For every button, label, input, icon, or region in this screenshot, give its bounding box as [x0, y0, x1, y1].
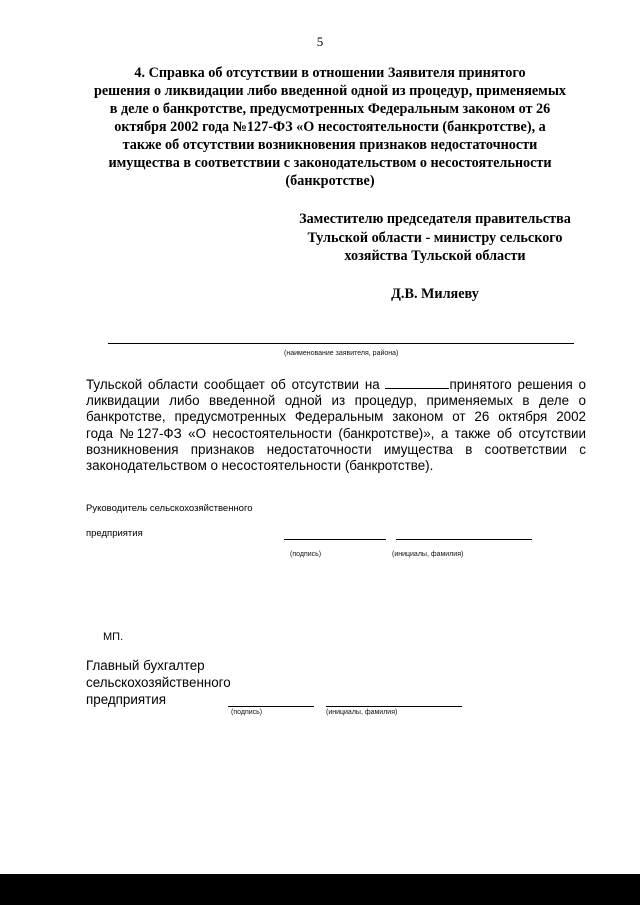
addressee-block	[270, 210, 600, 266]
addressee-name: Д.В. Миляеву	[391, 286, 479, 302]
body-paragraph	[86, 377, 586, 474]
scan-bottom-edge	[0, 874, 640, 905]
title-line: имущества в соответствии с законодательством о несостоятельности	[108, 155, 552, 171]
title-line: в деле о банкротстве, предусмотренных Федеральным законом от 26	[109, 101, 551, 117]
accountant-name-caption: (инициалы, фамилия)	[326, 709, 398, 716]
head-signature-caption: (подпись)	[290, 551, 322, 558]
accountant-name-line	[326, 706, 462, 707]
head-label-line1: Руководитель сельскохозяйственного	[86, 503, 253, 514]
body-line	[86, 377, 586, 393]
addressee-line: Тульской области - министру сельского	[307, 229, 563, 246]
body-line1-start: Тульской области сообщает об отсутствии на	[86, 377, 380, 392]
addressee-line: хозяйства Тульской области	[344, 248, 526, 264]
body-line: ликвидации либо введенной одной из процедур, применяемых в деле о	[86, 393, 586, 409]
document-title	[70, 64, 590, 190]
accountant-label-line: предприятия	[86, 692, 166, 707]
title-line: также об отсутствии возникновения признаков недостаточности	[122, 137, 538, 153]
title-line: (банкротстве)	[285, 173, 375, 189]
title-line: 4. Справка об отсутствии в отношении Заявителя принятого	[134, 65, 526, 81]
body-line: возникновения признаков недостаточности имущества в соответствии с	[86, 441, 586, 457]
head-signature-line	[284, 539, 386, 540]
body-line: законодательством о несостоятельности (банкротстве).	[86, 458, 434, 474]
body-line: года №127-ФЗ «О несостоятельности (банкротстве)», а также об отсутствии	[86, 425, 586, 441]
head-name-caption: (инициалы, фамилия)	[392, 551, 464, 558]
accountant-label-line: Главный бухгалтер	[86, 658, 205, 673]
head-label-line2: предприятия	[86, 528, 143, 539]
addressee-line: Заместителю председателя правительства	[299, 211, 571, 227]
accountant-label-line: сельскохозяйственного	[86, 675, 231, 690]
applicant-caption: (наименование заявителя, района)	[284, 350, 399, 357]
head-name-line	[396, 539, 532, 540]
accountant-signature-line	[228, 706, 314, 707]
stamp-label: МП.	[103, 631, 124, 643]
title-line: октября 2002 года №127-ФЗ «О несостоятельности (банкротстве), а	[114, 119, 546, 135]
title-line: решения о ликвидации либо введенной одной из процедур, применяемых	[93, 83, 567, 99]
accountant-signature-caption: (подпись)	[231, 709, 263, 716]
accountant-label	[86, 657, 231, 708]
body-line1-end: принятого решения о	[449, 377, 586, 392]
date-blank	[385, 377, 449, 389]
body-line: банкротстве, предусмотренных Федеральным законом от 26 октября 2002	[86, 409, 586, 425]
applicant-name-line	[108, 343, 574, 344]
page-number: 5	[316, 34, 324, 49]
